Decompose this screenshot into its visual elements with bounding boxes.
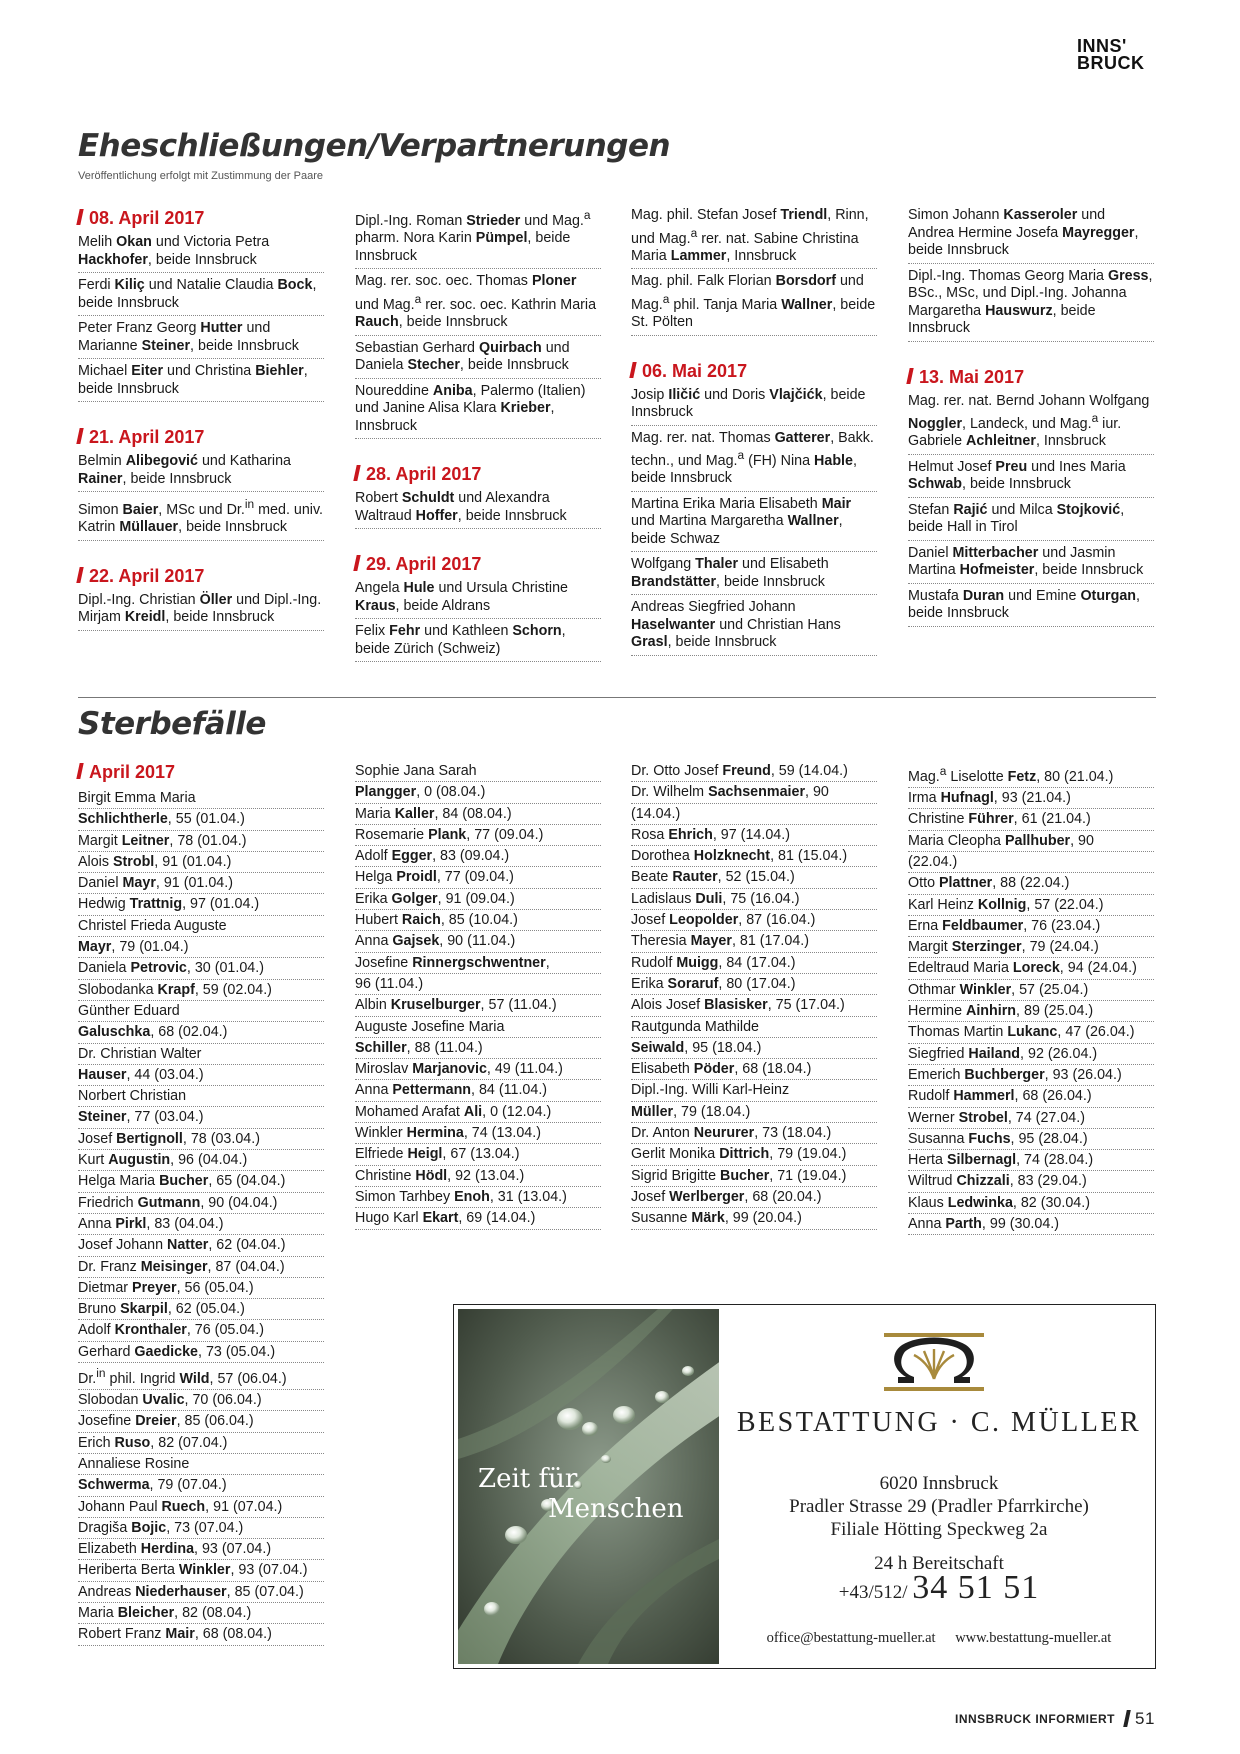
death-entry: Kurt Augustin, 96 (04.04.) xyxy=(78,1150,324,1171)
death-entry: Irma Hufnagl, 93 (21.04.) xyxy=(908,788,1154,809)
marriage-entry: Robert Schuldt und Alexandra Waltraud Hoffer, beide Innsbruck xyxy=(355,490,601,529)
red-marker-icon xyxy=(76,567,83,583)
marriage-date-label: 13. Mai 2017 xyxy=(919,366,1025,387)
marriage-date-group xyxy=(908,207,1154,342)
death-entry: Erich Ruso, 82 (07.04.) xyxy=(78,1433,324,1454)
death-entry: Maria Kaller, 84 (08.04.) xyxy=(355,804,601,825)
ad-contact xyxy=(724,1630,1154,1647)
marriage-entry: Mag. rer. soc. oec. Thomas Ploner und Mag.$^a$ rer. soc. oec. Kathrin Maria Rauch, beide Innsbruck xyxy=(355,273,601,335)
deaths-column-1 xyxy=(78,761,324,1646)
death-entry: Christel Frieda Auguste xyxy=(78,916,324,937)
death-entry: Herta Silbernagl, 74 (28.04.) xyxy=(908,1150,1154,1171)
marriage-entry: Wolfgang Thaler und Elisabeth Brandstätter, beide Innsbruck xyxy=(631,556,877,595)
death-entry: Erna Feldbaumer, 76 (23.04.) xyxy=(908,916,1154,937)
ad-availability: 24 h Bereitschaft xyxy=(874,1553,1004,1574)
marriage-entry: Helmut Josef Preu und Ines Maria Schwab, beide Innsbruck xyxy=(908,459,1154,498)
death-entry: Hauser, 44 (03.04.) xyxy=(78,1065,324,1086)
death-entry: Friedrich Gutmann, 90 (04.04.) xyxy=(78,1193,324,1214)
ad-email[interactable]: office@bestattung-mueller.at xyxy=(766,1630,936,1646)
marriage-date-group xyxy=(78,426,324,541)
marriage-entry: Sebastian Gerhard Quirbach und Daniela Stecher, beide Innsbruck xyxy=(355,340,601,379)
death-entry: Hermine Ainhirn, 89 (25.04.) xyxy=(908,1001,1154,1022)
death-entry: Dragiša Bojic, 73 (07.04.) xyxy=(78,1518,324,1539)
death-entry: Emerich Buchberger, 93 (26.04.) xyxy=(908,1065,1154,1086)
marriage-date-group xyxy=(355,207,601,439)
marriage-entry: Martina Erika Maria Elisabeth Mair und Martina Margaretha Wallner, beide Schwaz xyxy=(631,496,877,553)
death-entry: Elisabeth Pöder, 68 (18.04.) xyxy=(631,1059,877,1080)
marriage-date-heading xyxy=(631,360,877,382)
marriage-date-label: 22. April 2017 xyxy=(89,565,205,586)
death-entry: Christine Führer, 61 (21.04.) xyxy=(908,809,1154,830)
deaths-title: Sterbefälle xyxy=(78,706,266,742)
ad-phone xyxy=(724,1569,1154,1607)
ad-address-line-2: Pradler Strasse 29 (Pradler Pfarrkirche) xyxy=(789,1496,1089,1517)
page-number: 51 xyxy=(1135,1709,1155,1728)
death-entry: Susanna Fuchs, 95 (28.04.) xyxy=(908,1129,1154,1150)
marriage-date-label: 21. April 2017 xyxy=(89,427,205,447)
death-entry: Slobodan Uvalic, 70 (06.04.) xyxy=(78,1390,324,1411)
death-entry: Winkler Hermina, 74 (13.04.) xyxy=(355,1123,601,1144)
ad-phone-number: 34 51 51 xyxy=(912,1569,1040,1606)
death-entry: Schwerma, 79 (07.04.) xyxy=(78,1475,324,1496)
death-entry: Andreas Niederhauser, 85 (07.04.) xyxy=(78,1582,324,1603)
marriage-date-heading xyxy=(355,463,601,485)
death-entry: Schiller, 88 (11.04.) xyxy=(355,1038,601,1059)
death-entry: Annaliese Rosine xyxy=(78,1454,324,1475)
death-entry: Adolf Kronthaler, 76 (05.04.) xyxy=(78,1320,324,1341)
death-entry: (22.04.) xyxy=(908,852,1154,873)
marriages-subtitle: Veröffentlichung erfolgt mit Zustimmung der Paare xyxy=(78,170,323,182)
marriage-date-group xyxy=(355,553,601,662)
marriage-date-label: 08. April 2017 xyxy=(89,208,205,228)
logo-line-2: BRUCK xyxy=(1077,53,1145,73)
marriages-column-1 xyxy=(78,207,324,655)
death-entry: Josef Werlberger, 68 (20.04.) xyxy=(631,1187,877,1208)
death-entry: Johann Paul Ruech, 91 (07.04.) xyxy=(78,1497,324,1518)
death-entry: Theresia Mayer, 81 (17.04.) xyxy=(631,931,877,952)
ad-tagline xyxy=(478,1464,684,1524)
marriage-date-group xyxy=(631,360,877,656)
death-entry: Othmar Winkler, 57 (25.04.) xyxy=(908,980,1154,1001)
marriages-column-4 xyxy=(908,207,1154,651)
death-entry: Josef Johann Natter, 62 (04.04.) xyxy=(78,1235,324,1256)
death-entry: Dr. Wilhelm Sachsenmaier, 90 xyxy=(631,782,877,803)
death-entry: Rautgunda Mathilde xyxy=(631,1017,877,1038)
death-entry: Elizabeth Herdina, 93 (07.04.) xyxy=(78,1539,324,1560)
death-entry: Anna Parth, 99 (30.04.) xyxy=(908,1214,1154,1235)
death-entry: Josef Bertignoll, 78 (03.04.) xyxy=(78,1129,324,1150)
red-marker-icon xyxy=(76,428,83,444)
death-entry: Helga Maria Bucher, 65 (04.04.) xyxy=(78,1171,324,1192)
marriage-entry: Mag. rer. nat. Bernd Johann Wolfgang Noggler, Landeck, und Mag.$^a$ iur. Gabriele Achleitner, Innsbruck xyxy=(908,393,1154,455)
death-entry: Susanne Märk, 99 (20.04.) xyxy=(631,1208,877,1229)
marriage-entry: Angela Hule und Ursula Christine Kraus, beide Aldrans xyxy=(355,580,601,619)
death-entry: (14.04.) xyxy=(631,804,877,825)
death-entry: Gerlit Monika Dittrich, 79 (19.04.) xyxy=(631,1144,877,1165)
death-entry: Gerhard Gaedicke, 73 (05.04.) xyxy=(78,1342,324,1363)
footer-bar-icon xyxy=(1123,1710,1131,1727)
red-marker-icon xyxy=(353,555,360,571)
publication-name: INNSBRUCK INFORMIERT xyxy=(955,1712,1115,1726)
marriage-entry: Dipl.-Ing. Roman Strieder und Mag.$^a$ pharm. Nora Karin Pümpel, beide Innsbruck xyxy=(355,207,601,269)
death-entry: Daniel Mayr, 91 (01.04.) xyxy=(78,873,324,894)
death-entry: Auguste Josefine Maria xyxy=(355,1017,601,1038)
marriage-entry: Felix Fehr und Kathleen Schorn, beide Zürich (Schweiz) xyxy=(355,623,601,662)
deaths-column-2 xyxy=(355,761,601,1230)
page-footer xyxy=(955,1709,1155,1729)
death-entry: Dr. Franz Meisinger, 87 (04.04.) xyxy=(78,1257,324,1278)
section-divider xyxy=(78,697,1156,698)
death-entry: Hugo Karl Ekart, 69 (14.04.) xyxy=(355,1208,601,1229)
marriage-date-heading xyxy=(908,366,1154,388)
red-marker-icon xyxy=(76,763,83,779)
death-entry: Alois Strobl, 91 (01.04.) xyxy=(78,852,324,873)
death-entry: Alois Josef Blasisker, 75 (17.04.) xyxy=(631,995,877,1016)
death-entry: Rosa Ehrich, 97 (14.04.) xyxy=(631,825,877,846)
death-entry: Anna Pirkl, 83 (04.04.) xyxy=(78,1214,324,1235)
marriage-entry: Daniel Mitterbacher und Jasmin Martina Hofmeister, beide Innsbruck xyxy=(908,545,1154,584)
logo-line-1: INNS' xyxy=(1077,36,1127,56)
death-entry: Simon Tarhbey Enoh, 31 (13.04.) xyxy=(355,1187,601,1208)
marriage-entry: Simon Baier, MSc und Dr.$^{in}$ med. univ. Katrin Müllauer, beide Innsbruck xyxy=(78,496,324,541)
death-entry: Anna Gajsek, 90 (11.04.) xyxy=(355,931,601,952)
death-entry: Anna Pettermann, 84 (11.04.) xyxy=(355,1080,601,1101)
death-entry: Günther Eduard xyxy=(78,1001,324,1022)
innsbruck-logo xyxy=(1077,38,1157,72)
death-entry: 96 (11.04.) xyxy=(355,974,601,995)
marriage-date-heading xyxy=(78,207,324,229)
death-entry: Maria Bleicher, 82 (08.04.) xyxy=(78,1603,324,1624)
death-entry: Klaus Ledwinka, 82 (30.04.) xyxy=(908,1193,1154,1214)
death-entry: Edeltraud Maria Loreck, 94 (24.04.) xyxy=(908,958,1154,979)
marriage-date-group xyxy=(355,463,601,529)
deaths-month-label: April 2017 xyxy=(89,762,176,782)
marriage-entry: Stefan Rajić und Milca Stojković, beide Hall in Tirol xyxy=(908,502,1154,541)
ad-phone-prefix: +43/512/ xyxy=(838,1582,908,1603)
death-entry: Schlichtherle, 55 (01.04.) xyxy=(78,809,324,830)
marriage-date-group xyxy=(78,565,324,631)
death-entry: Miroslav Marjanovic, 49 (11.04.) xyxy=(355,1059,601,1080)
ad-address-line-1: 6020 Innsbruck xyxy=(879,1473,999,1494)
death-entry: Ladislaus Duli, 75 (16.04.) xyxy=(631,889,877,910)
death-entry: Birgit Emma Maria xyxy=(78,788,324,809)
marriage-date-group xyxy=(908,366,1154,627)
death-entry: Helga Proidl, 77 (09.04.) xyxy=(355,867,601,888)
red-marker-icon xyxy=(76,209,83,225)
death-entry: Hubert Raich, 85 (10.04.) xyxy=(355,910,601,931)
death-entry: Siegfried Hailand, 92 (26.04.) xyxy=(908,1044,1154,1065)
death-entry: Norbert Christian xyxy=(78,1086,324,1107)
marriage-entry: Dipl.-Ing. Christian Öller und Dipl.-Ing. Mirjam Kreidl, beide Innsbruck xyxy=(78,592,324,631)
death-entry: Mohamed Arafat Ali, 0 (12.04.) xyxy=(355,1102,601,1123)
death-entry: Josefine Rinnergschwentner, xyxy=(355,953,601,974)
death-entry: Werner Strobel, 74 (27.04.) xyxy=(908,1108,1154,1129)
death-entry: Dr. Anton Neururer, 73 (18.04.) xyxy=(631,1123,877,1144)
ad-tagline-line-2: Menschen xyxy=(548,1494,684,1524)
death-entry: Dorothea Holzknecht, 81 (15.04.) xyxy=(631,846,877,867)
death-entry: Otto Plattner, 88 (22.04.) xyxy=(908,873,1154,894)
death-entry: Karl Heinz Kollnig, 57 (22.04.) xyxy=(908,895,1154,916)
death-entry: Rudolf Muigg, 84 (17.04.) xyxy=(631,953,877,974)
death-entry: Bruno Skarpil, 62 (05.04.) xyxy=(78,1299,324,1320)
marriage-date-group xyxy=(78,207,324,402)
marriage-entry: Peter Franz Georg Hutter und Marianne Steiner, beide Innsbruck xyxy=(78,320,324,359)
marriage-entry: Mag. phil. Falk Florian Borsdorf und Mag.$^a$ phil. Tanja Maria Wallner, beide St. Pölten xyxy=(631,273,877,335)
marriage-entry: Andreas Siegfried Johann Haselwanter und Christian Hans Grasl, beide Innsbruck xyxy=(631,599,877,656)
marriage-entry: Michael Eiter und Christina Biehler, beide Innsbruck xyxy=(78,363,324,402)
death-entry: Steiner, 77 (03.04.) xyxy=(78,1107,324,1128)
marriage-entry: Josip Iličić und Doris Vlajčićk, beide Innsbruck xyxy=(631,387,877,426)
death-entry: Christine Hödl, 92 (13.04.) xyxy=(355,1166,601,1187)
death-entry: Müller, 79 (18.04.) xyxy=(631,1102,877,1123)
deaths-list-3 xyxy=(631,761,877,1230)
ad-website[interactable]: www.bestattung-mueller.at xyxy=(955,1630,1112,1646)
marriage-date-heading xyxy=(355,553,601,575)
funeral-home-ad xyxy=(453,1304,1156,1669)
death-entry: Dr. Otto Josef Freund, 59 (14.04.) xyxy=(631,761,877,782)
death-entry: Wiltrud Chizzali, 83 (29.04.) xyxy=(908,1171,1154,1192)
death-entry: Seiwald, 95 (18.04.) xyxy=(631,1038,877,1059)
marriage-entry: Dipl.-Ing. Thomas Georg Maria Gress, BSc., MSc, und Dipl.-Ing. Johanna Margaretha Hauswurz, beide Innsbruck xyxy=(908,268,1154,342)
death-entry: Albin Kruselburger, 57 (11.04.) xyxy=(355,995,601,1016)
marriage-date-label: 29. April 2017 xyxy=(366,554,482,575)
deaths-list-1 xyxy=(78,788,324,1646)
grass-dewdrops-photo xyxy=(458,1309,719,1664)
ad-address-line-3: Filiale Hötting Speckweg 2a xyxy=(830,1519,1048,1540)
deaths-list-2 xyxy=(355,761,601,1230)
red-marker-icon xyxy=(906,368,913,384)
red-marker-icon xyxy=(353,465,360,481)
death-entry: Margit Sterzinger, 79 (24.04.) xyxy=(908,937,1154,958)
deaths-column-3 xyxy=(631,761,877,1230)
death-entry: Rosemarie Plank, 77 (09.04.) xyxy=(355,825,601,846)
marriage-entry: Mustafa Duran und Emine Oturgan, beide Innsbruck xyxy=(908,588,1154,627)
death-entry: Erika Soraruf, 80 (17.04.) xyxy=(631,974,877,995)
marriage-entry: Melih Okan und Victoria Petra Hackhofer, beide Innsbruck xyxy=(78,234,324,273)
death-entry: Margit Leitner, 78 (01.04.) xyxy=(78,831,324,852)
death-entry: Hedwig Trattnig, 97 (01.04.) xyxy=(78,894,324,915)
ad-brand-name: BESTATTUNG · C. MÜLLER xyxy=(736,1407,1142,1438)
red-marker-icon xyxy=(629,362,636,378)
death-entry: Rudolf Hammerl, 68 (26.04.) xyxy=(908,1086,1154,1107)
death-entry: Daniela Petrovic, 30 (01.04.) xyxy=(78,958,324,979)
marriages-title: Eheschließungen/Verpartnerungen xyxy=(78,128,671,164)
marriages-column-3 xyxy=(631,207,877,680)
ad-info-panel xyxy=(724,1305,1154,1668)
death-entry: Josef Leopolder, 87 (16.04.) xyxy=(631,910,877,931)
death-entry: Slobodanka Krapf, 59 (02.04.) xyxy=(78,980,324,1001)
death-entry: Erika Golger, 91 (09.04.) xyxy=(355,889,601,910)
omega-logo-icon xyxy=(884,1331,984,1393)
death-entry: Dietmar Preyer, 56 (05.04.) xyxy=(78,1278,324,1299)
death-entry: Sigrid Brigitte Bucher, 71 (19.04.) xyxy=(631,1166,877,1187)
death-entry: Josefine Dreier, 85 (06.04.) xyxy=(78,1411,324,1432)
death-entry: Heriberta Berta Winkler, 93 (07.04.) xyxy=(78,1560,324,1581)
marriage-entry: Noureddine Aniba, Palermo (Italien) und Janine Alisa Klara Krieber, Innsbruck xyxy=(355,383,601,440)
marriage-date-label: 28. April 2017 xyxy=(366,464,482,485)
ad-tagline-line-1: Zeit für xyxy=(478,1464,578,1494)
death-entry: Dr.$^{in}$ phil. Ingrid Wild, 57 (06.04.) xyxy=(78,1363,324,1390)
death-entry: Dipl.-Ing. Willi Karl-Heinz xyxy=(631,1080,877,1101)
death-entry: Robert Franz Mair, 68 (08.04.) xyxy=(78,1624,324,1645)
marriage-entry: Belmin Alibegović und Katharina Rainer, beide Innsbruck xyxy=(78,453,324,492)
deaths-column-4 xyxy=(908,761,1154,1235)
marriage-date-heading xyxy=(78,565,324,587)
deaths-month-heading xyxy=(78,761,324,783)
death-entry: Dr. Christian Walter xyxy=(78,1044,324,1065)
marriage-date-label: 06. Mai 2017 xyxy=(642,360,748,381)
death-entry: Mayr, 79 (01.04.) xyxy=(78,937,324,958)
death-entry: Adolf Egger, 83 (09.04.) xyxy=(355,846,601,867)
death-entry: Galuschka, 68 (02.04.) xyxy=(78,1022,324,1043)
marriage-entry: Simon Johann Kasseroler und Andrea Hermine Josefa Mayregger, beide Innsbruck xyxy=(908,207,1154,264)
marriage-entry: Mag. phil. Stefan Josef Triendl, Rinn, und Mag.$^a$ rer. nat. Sabine Christina Maria Lammer, Innsbruck xyxy=(631,207,877,269)
marriage-entry: Ferdi Kiliç und Natalie Claudia Bock, beide Innsbruck xyxy=(78,277,324,316)
death-entry: Plangger, 0 (08.04.) xyxy=(355,782,601,803)
deaths-list-4 xyxy=(908,761,1154,1235)
death-entry: Elfriede Heigl, 67 (13.04.) xyxy=(355,1144,601,1165)
marriages-column-2 xyxy=(355,207,601,686)
death-entry: Sophie Jana Sarah xyxy=(355,761,601,782)
death-entry: Mag.$^a$ Liselotte Fetz, 80 (21.04.) xyxy=(908,761,1154,788)
marriage-date-heading xyxy=(78,426,324,448)
marriage-date-group xyxy=(631,207,877,336)
death-entry: Maria Cleopha Pallhuber, 90 xyxy=(908,831,1154,852)
death-entry: Beate Rauter, 52 (15.04.) xyxy=(631,867,877,888)
death-entry: Thomas Martin Lukanc, 47 (26.04.) xyxy=(908,1022,1154,1043)
marriage-entry: Mag. rer. nat. Thomas Gatterer, Bakk. techn., und Mag.$^a$ (FH) Nina Hable, beide Innsbruck xyxy=(631,430,877,492)
